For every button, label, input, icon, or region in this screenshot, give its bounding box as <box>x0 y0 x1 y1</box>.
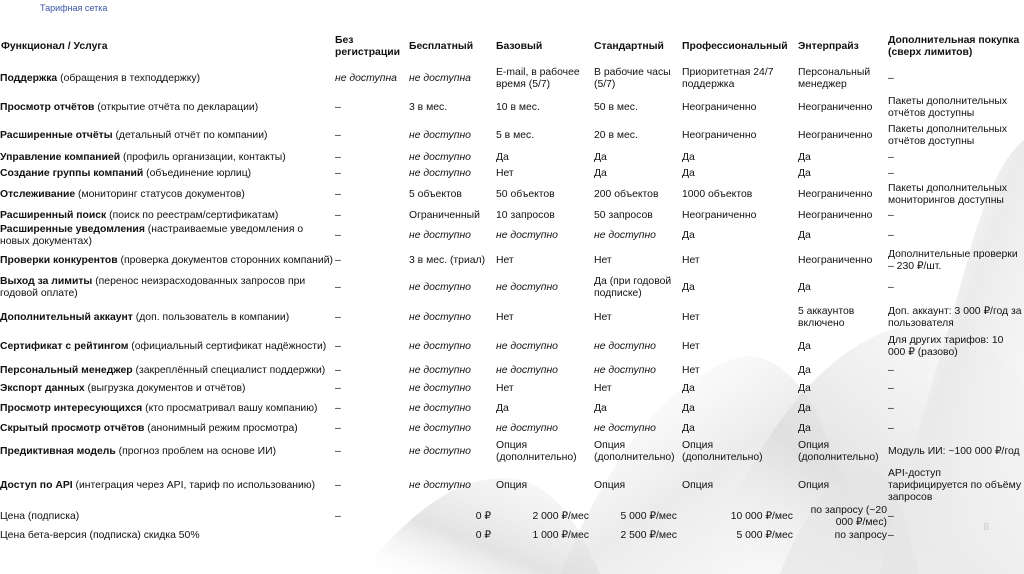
tariff-cell: Да <box>798 364 811 376</box>
tariff-cell: Да <box>496 151 509 163</box>
price-cell: – <box>888 530 894 542</box>
tariff-cell: Опция (дополнительно) <box>594 439 675 464</box>
tariff-cell: Да <box>682 151 695 163</box>
price-cell: по запросу (~20 000 ₽/мес) <box>810 505 887 529</box>
tariff-cell: Опция (дополнительно) <box>496 439 577 464</box>
feature-cell <box>0 122 334 150</box>
feature-cell <box>0 249 334 274</box>
feature-name: Просмотр интересующихся <box>0 402 143 414</box>
feature-name: Персональный менеджер <box>0 364 133 376</box>
tariff-cell: Нет <box>496 167 514 179</box>
tariff-cell: Да <box>682 382 695 394</box>
feature-cell <box>0 273 334 303</box>
tariff-cell: Опция (дополнительно) <box>682 439 763 464</box>
price-label: Цена (подписка) <box>0 511 80 523</box>
tariff-cell: Да <box>798 402 811 414</box>
header-basic: Базовый <box>496 40 543 52</box>
tariff-cell: 3 в мес. (триал) <box>409 254 486 266</box>
tariff-cell: Опция <box>798 479 830 491</box>
feature-cell <box>0 224 334 249</box>
tariff-cell: 50 в мес. <box>594 101 638 113</box>
page-number: 8 <box>983 522 989 533</box>
tariff-cell: – <box>335 129 341 141</box>
tariff-cell: не доступна <box>409 72 471 84</box>
price-cell: 5 000 ₽/мес <box>620 511 677 523</box>
tariff-cell: 3 в мес. <box>409 101 448 113</box>
tariff-cell: не доступно <box>409 230 471 242</box>
price-cell: 0 ₽ <box>475 530 491 542</box>
tariff-cell: Нет <box>594 311 612 323</box>
tariff-cell: Неограниченно <box>682 101 757 113</box>
tariff-cell: не доступно <box>594 340 656 352</box>
tariff-cell: – <box>335 281 341 293</box>
feature-name: Создание группы компаний <box>0 167 144 179</box>
tariff-cell: 10 в мес. <box>496 101 540 113</box>
table-row <box>0 273 1024 303</box>
slide-title: Тарифная сетка <box>40 3 108 13</box>
header-feature: Функционал / Услуга <box>1 40 108 52</box>
tariff-cell: не доступно <box>409 364 471 376</box>
tariff-cell: не доступна <box>335 72 397 84</box>
tariff-cell: – <box>335 445 341 457</box>
tariff-cell: – <box>335 382 341 394</box>
tariff-cell: 50 объектов <box>496 188 555 200</box>
tariff-cell: Ограниченный <box>409 209 480 221</box>
tariff-cell: – <box>335 254 341 266</box>
feature-name: Скрытый просмотр отчётов <box>0 422 145 434</box>
price-cell: 2 500 ₽/мес <box>620 530 677 542</box>
table-header-row <box>0 30 1024 64</box>
tariff-cell: – <box>335 209 341 221</box>
feature-description: (закреплённый специалист поддержки) <box>132 364 326 376</box>
feature-cell <box>0 150 334 166</box>
table-row <box>0 94 1024 122</box>
tariff-cell: Да <box>594 167 607 179</box>
tariff-cell: Да <box>496 402 509 414</box>
price-cell: – <box>335 511 341 523</box>
price-cell: 1 000 ₽/мес <box>532 530 589 542</box>
tariff-cell: Да <box>682 402 695 414</box>
table-row <box>0 437 1024 467</box>
tariff-cell: – <box>335 151 341 163</box>
tariff-cell: Опция (дополнительно) <box>798 439 879 464</box>
tariff-cell: – <box>888 167 894 179</box>
tariff-cell: не доступно <box>409 382 471 394</box>
tariff-cell: не доступно <box>594 422 656 434</box>
table-row <box>0 182 1024 208</box>
tariff-cell: Нет <box>682 364 700 376</box>
tariff-cell: 5 аккаунтов включено <box>798 305 855 330</box>
feature-cell <box>0 208 334 224</box>
tariff-cell: Неограниченно <box>798 188 873 200</box>
tariff-cell: не доступно <box>594 230 656 242</box>
tariff-cell: – <box>335 422 341 434</box>
feature-description: (мониторинг статусов документов) <box>75 188 245 200</box>
tariff-cell: – <box>888 402 894 414</box>
tariff-cell: – <box>335 101 341 113</box>
price-cell: – <box>888 511 894 523</box>
header-extra-purchase: Дополнительная покупка (сверх лимитов) <box>888 34 1020 58</box>
tariff-cell: 200 объектов <box>594 188 659 200</box>
table-row <box>0 381 1024 397</box>
feature-name: Доступ по API <box>0 479 73 491</box>
feature-description: (перенос неизрасходованных запросов при годовой оплате) <box>0 275 306 300</box>
tariff-cell: Да <box>798 422 811 434</box>
feature-name: Предиктивная модель <box>0 445 116 457</box>
price-cell: 2 000 ₽/мес <box>532 511 589 523</box>
tariff-cell: – <box>335 479 341 491</box>
tariff-cell: Опция <box>682 479 714 491</box>
tariff-cell: не доступно <box>409 129 471 141</box>
tariff-cell: Нет <box>594 382 612 394</box>
tariff-cell: Да <box>798 382 811 394</box>
tariff-cell: не доступно <box>409 167 471 179</box>
tariff-cell: Пакеты дополнительных отчётов доступны <box>888 95 1008 119</box>
feature-cell <box>0 361 334 381</box>
tariff-cell: не доступно <box>409 340 471 352</box>
tariff-cell: 5 в мес. <box>496 129 535 141</box>
feature-name: Просмотр отчётов <box>0 101 95 113</box>
table-row <box>0 166 1024 182</box>
feature-description: (детальный отчёт по компании) <box>112 129 268 141</box>
tariff-cell: В рабочие часы (5/7) <box>594 66 671 90</box>
tariff-cell: Нет <box>682 340 700 352</box>
tariff-cell: не доступно <box>594 364 656 376</box>
tariff-cell: не доступно <box>496 340 558 352</box>
feature-name: Сертификат с рейтингом <box>0 340 129 352</box>
tariff-cell: – <box>888 209 894 221</box>
feature-name: Управление компанией <box>0 151 121 163</box>
table-row <box>0 421 1024 437</box>
tariff-cell: Нет <box>496 254 514 266</box>
price-row <box>0 505 1024 530</box>
feature-cell <box>0 421 334 437</box>
tariff-cell: Нет <box>496 382 514 394</box>
tariff-cell: не доступно <box>409 422 471 434</box>
tariff-cell: – <box>335 188 341 200</box>
tariff-cell: – <box>335 364 341 376</box>
tariff-cell: – <box>335 311 341 323</box>
tariff-cell: не доступно <box>496 281 558 293</box>
tariff-cell: Нет <box>594 254 612 266</box>
header-free: Бесплатный <box>409 40 474 52</box>
tariff-cell: 10 запросов <box>496 209 555 221</box>
tariff-cell: не доступно <box>496 422 558 434</box>
tariff-cell: не доступно <box>409 479 471 491</box>
feature-cell <box>0 166 334 182</box>
feature-description: (профиль организации, контакты) <box>120 151 286 163</box>
feature-name: Экспорт данных <box>0 382 85 394</box>
table-row <box>0 150 1024 166</box>
table-row <box>0 333 1024 361</box>
tariff-cell: Пакеты дополнительных мониторингов доступны <box>888 182 1008 206</box>
table-row <box>0 224 1024 249</box>
tariff-cell: Да <box>682 167 695 179</box>
tariff-cell: Да <box>798 281 811 293</box>
tariff-cell: Да <box>682 281 695 293</box>
feature-description: (открытие отчёта по декларации) <box>94 101 259 113</box>
tariff-cell: Да <box>594 402 607 414</box>
feature-cell <box>0 467 334 505</box>
feature-name: Дополнительный аккаунт <box>0 311 133 323</box>
price-cell: 10 000 ₽/мес <box>730 511 793 523</box>
feature-description: (интеграция через API, тариф по использованию) <box>72 479 316 491</box>
tariff-cell: Да (при годовой подписке) <box>594 275 672 300</box>
tariff-cell: Неограниченно <box>798 101 873 113</box>
tariff-cell: Неограниченно <box>798 129 873 141</box>
tariff-cell: – <box>335 402 341 414</box>
feature-description: (выгрузка документов и отчётов) <box>84 382 246 394</box>
table-row <box>0 303 1024 333</box>
feature-description: (официальный сертификат надёжности) <box>128 340 327 352</box>
feature-description: (объединение юрлиц) <box>143 167 252 179</box>
tariff-cell: Неограниченно <box>798 209 873 221</box>
tariff-cell: – <box>888 364 894 376</box>
feature-cell <box>0 397 334 421</box>
tariff-table <box>0 30 1024 544</box>
feature-cell <box>0 437 334 467</box>
feature-name: Выход за лимиты <box>0 275 93 287</box>
tariff-cell: Дополнительные проверки – 230 ₽/шт. <box>888 248 1018 272</box>
tariff-cell: – <box>888 382 894 394</box>
tariff-cell: Да <box>682 230 695 242</box>
price-cell: 0 ₽ <box>475 511 491 523</box>
feature-name: Расширенные уведомления <box>0 224 145 235</box>
feature-cell <box>0 303 334 333</box>
tariff-cell: – <box>888 230 894 242</box>
tariff-cell: 50 запросов <box>594 209 653 221</box>
header-professional: Профессиональный <box>682 40 788 52</box>
tariff-cell: Доп. аккаунт: 3 000 ₽/год за пользователя <box>888 305 1022 330</box>
tariff-cell: Да <box>798 340 811 352</box>
tariff-cell: Неограниченно <box>682 129 757 141</box>
tariff-cell: Опция <box>496 479 528 491</box>
feature-description: (доп. пользователь в компании) <box>132 311 290 323</box>
tariff-cell: Приоритетная 24/7 поддержка <box>682 66 774 90</box>
table-row <box>0 122 1024 150</box>
feature-description: (прогноз проблем на основе ИИ) <box>115 445 277 457</box>
feature-description: (анонимный режим просмотра) <box>144 422 298 434</box>
price-cell: 5 000 ₽/мес <box>736 530 793 542</box>
feature-description: (настраиваемые уведомления о новых документах) <box>0 224 304 248</box>
tariff-cell: Модуль ИИ: ~100 000 ₽/год <box>888 445 1020 457</box>
tariff-cell: Для других тарифов: 10 000 ₽ (разово) <box>888 334 1004 359</box>
feature-description: (проверка документов сторонних компаний) <box>117 254 333 266</box>
price-cell: по запросу <box>834 530 887 542</box>
tariff-cell: Неограниченно <box>682 209 757 221</box>
feature-name: Отслеживание <box>0 188 76 200</box>
tariff-cell: не доступно <box>496 364 558 376</box>
price-cell <box>334 530 408 544</box>
feature-name: Поддержка <box>0 72 58 84</box>
header-enterprise: Энтерпрайз <box>798 40 859 52</box>
tariff-cell: Да <box>594 151 607 163</box>
tariff-cell: Персональный менеджер <box>798 66 871 90</box>
tariff-cell: Пакеты дополнительных отчётов доступны <box>888 123 1008 147</box>
table-row <box>0 208 1024 224</box>
tariff-cell: – <box>888 422 894 434</box>
tariff-cell: API-доступ тарифицируется по объёму запросов <box>888 467 1022 504</box>
tariff-cell: Нет <box>682 311 700 323</box>
tariff-cell: E-mail, в рабочее время (5/7) <box>496 66 580 90</box>
tariff-cell: – <box>888 151 894 163</box>
feature-description: (поиск по реестрам/сертификатам) <box>106 209 279 221</box>
feature-description: (кто просматривал вашу компанию) <box>142 402 318 414</box>
tariff-cell: не доступно <box>409 281 471 293</box>
tariff-cell: Да <box>682 422 695 434</box>
table-row <box>0 249 1024 274</box>
feature-cell <box>0 182 334 208</box>
tariff-cell: не доступно <box>409 151 471 163</box>
price-label: Цена бета-версия (подписка) скидка 50% <box>0 530 200 542</box>
tariff-cell: не доступно <box>409 311 471 323</box>
feature-description: (обращения в техподдержку) <box>57 72 201 84</box>
tariff-cell: – <box>335 167 341 179</box>
tariff-cell: – <box>888 281 894 293</box>
tariff-cell: – <box>888 72 894 84</box>
tariff-cell: 5 объектов <box>409 188 462 200</box>
feature-cell <box>0 381 334 397</box>
feature-cell <box>0 64 334 94</box>
tariff-cell: не доступно <box>496 230 558 242</box>
tariff-cell: – <box>335 340 341 352</box>
tariff-cell: 20 в мес. <box>594 129 638 141</box>
tariff-cell: Неограниченно <box>798 254 873 266</box>
feature-cell <box>0 333 334 361</box>
feature-cell <box>0 94 334 122</box>
tariff-cell: 1000 объектов <box>682 188 753 200</box>
price-row <box>0 530 1024 544</box>
tariff-cell: Да <box>798 230 811 242</box>
tariff-cell: Да <box>798 151 811 163</box>
tariff-cell: Нет <box>496 311 514 323</box>
tariff-cell: не доступно <box>409 402 471 414</box>
table-row <box>0 397 1024 421</box>
header-no-registration: Без регистрации <box>335 34 400 58</box>
table-row <box>0 64 1024 94</box>
tariff-cell: Да <box>798 167 811 179</box>
tariff-cell: Нет <box>682 254 700 266</box>
table-row <box>0 361 1024 381</box>
feature-name: Расширенные отчёты <box>0 129 113 141</box>
feature-name: Расширенный поиск <box>0 209 107 221</box>
tariff-cell: – <box>335 230 341 242</box>
header-standard: Стандартный <box>594 40 664 52</box>
feature-name: Проверки конкурентов <box>0 254 118 266</box>
table-row <box>0 467 1024 505</box>
tariff-cell: не доступно <box>409 445 471 457</box>
tariff-cell: Опция <box>594 479 626 491</box>
